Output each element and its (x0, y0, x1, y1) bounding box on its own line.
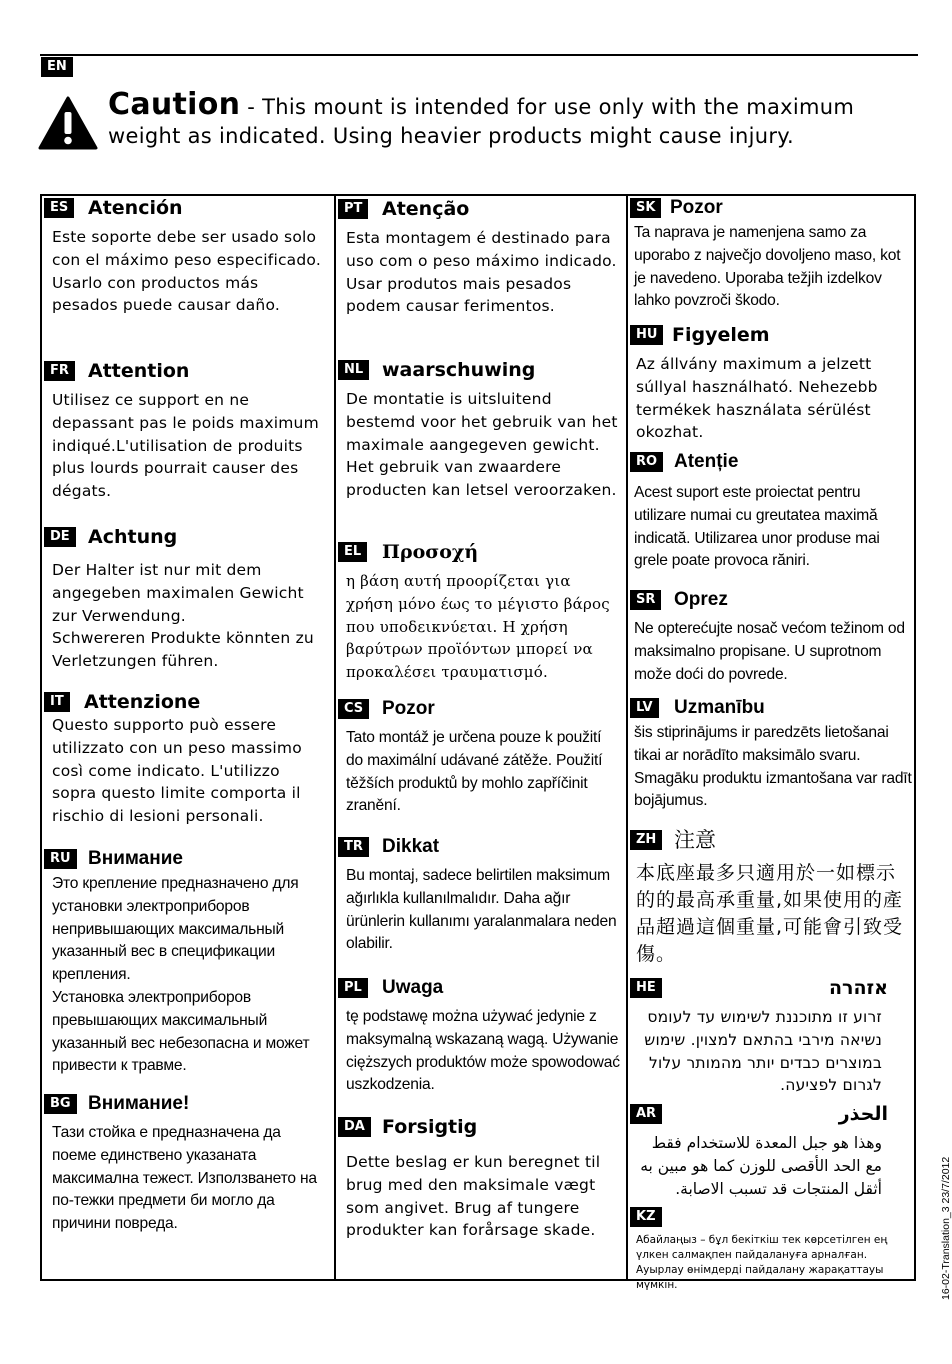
section-title: Oprez (674, 589, 728, 610)
caution-title: Caution (108, 87, 241, 122)
section-text: Абайлаңыз – бұл бекіткіш тек көрсетілген ең үлкен салмақпен пайдалануға арналған. Ауырлау өнімдерді пайдалану жарақаттауы мүмкін. (636, 1234, 888, 1291)
section-bg (42, 1092, 334, 1236)
translations-grid (40, 194, 916, 1291)
section-title: Pozor (382, 698, 435, 719)
section-title: Achtung (88, 526, 178, 548)
section-ar (628, 1102, 918, 1200)
translations-column-1 (42, 196, 334, 1279)
lang-badge: IT (44, 692, 70, 712)
lang-badge: ES (44, 198, 74, 218)
lang-badge: PL (338, 978, 368, 998)
section-title: Pozor (670, 197, 723, 218)
section-text: Это крепление предназначено для установки электроприборов непривышающих максимальный указанный вес в спецификации крепления. Установка электроприборов превышающих максимальный указанный вес небезопасна и может привести к травме. (52, 875, 310, 1075)
section-fr (42, 359, 334, 503)
section-it (42, 690, 334, 828)
section-title: Προσοχή (382, 541, 479, 563)
section-ro (628, 450, 918, 573)
section-title: Atención (88, 197, 183, 219)
lang-badge: PT (338, 199, 368, 219)
section-kz (628, 1205, 918, 1293)
section-text: De montatie is uitsluitend bestemd voor het gebruik van het maximale aangegeven gewicht. Het gebruik van zwaardere producten kan letsel veroorzaken. (346, 390, 618, 500)
section-sk (628, 196, 918, 313)
section-title: Внимание! (88, 1093, 190, 1114)
section-title: Dikkat (382, 836, 440, 857)
section-text: Тази стойка е предназначена да поеме единствено указаната максимална тежест. Използването на по-тежки предмети би могло да причини повреда. (52, 1124, 317, 1233)
section-nl (336, 358, 628, 502)
lang-badge: SK (630, 198, 661, 218)
lang-badge: AR (630, 1104, 662, 1124)
caution-text: - This mount is intended for use only with the maximum weight as indicated. Using heavier products might cause injury. (108, 95, 855, 148)
section-text: Dette beslag er kun beregnet til brug med den maksimale vægt som angivet. Brug af tungere produkter kan forårsage skade. (346, 1153, 601, 1240)
section-title: Atenção (382, 198, 470, 220)
section-title: الحذر (838, 1103, 888, 1125)
lang-badge: BG (44, 1094, 77, 1114)
lang-badge: DA (338, 1117, 371, 1137)
section-el (336, 540, 628, 684)
section-title: waarschuwing (382, 359, 536, 381)
lang-badge: HE (630, 978, 662, 998)
section-title: Uzmanību (674, 697, 765, 718)
section-de (42, 525, 334, 673)
section-title: Uwaga (382, 977, 444, 998)
document-reference: 16-02-Translation_3 23/7/2012 (940, 1156, 952, 1300)
lang-badge: LV (630, 698, 659, 718)
section-sr (628, 588, 918, 686)
section-title: Figyelem (672, 324, 770, 346)
lang-badge: HU (630, 325, 663, 345)
section-tr (336, 835, 628, 956)
section-text: Der Halter ist nur mit dem angegeben maximalen Gewicht zur Verwendung. Schwereren Produkte könnten zu Verletzungen führen. (52, 561, 314, 671)
section-ru (42, 847, 334, 1078)
section-title: אזהרה (829, 977, 888, 999)
section-hu (628, 323, 918, 444)
caution-notice (108, 87, 920, 151)
section-lv (628, 696, 918, 813)
section-title: Atenție (674, 451, 739, 472)
section-pt (336, 197, 628, 318)
translations-column-2 (334, 196, 628, 1279)
lang-badge: CS (338, 699, 369, 719)
section-text: Utilisez ce support en ne depassant pas le poids maximum indiqué.L'utilisation de produits plus lourds pourrait causer des dégats. (52, 391, 319, 501)
lang-badge: ZH (630, 830, 662, 850)
lang-badge-en: EN (41, 57, 73, 77)
top-rule (40, 54, 918, 56)
section-text: Ne opterećujte nosač većom težinom od maksimalno propisane. U suprotnom može doći do povrede. (634, 620, 905, 683)
section-text: šis stiprinājums ir paredzēts lietošanai tikai ar norādīto maksimālo svaru. Smagāku produktu izmantošana var radīt bojājumus. (634, 724, 912, 810)
lang-badge: NL (338, 360, 369, 380)
lang-badge: EL (338, 542, 367, 562)
section-text: Az állvány maximum a jelzett súllyal használható. Nehezebb termékek használata sérülést okozhat. (636, 355, 878, 442)
section-text: זרוע זו מתוכננת לשימוש עד לעומס נשיאה מירבי בהתאם למצוין. שימוש במוצרים כבדים יותר מהמותר עלול לגרום לפציעה. (644, 1008, 882, 1095)
section-da (336, 1115, 628, 1242)
section-text: وهذا هو جبل المعدة للاستخدام فقط مع الحد الأقصى للوزن كما هو مبين به أثقل المنتجات قد تسبب الاصابة. (640, 1134, 882, 1198)
section-text: tę podstawę można używać jedynie z maksymalną wskazaną wagą. Używanie cięższych produktów może spowodować uszkodzenia. (346, 1008, 620, 1094)
section-cs (336, 697, 628, 818)
section-text: Bu montaj, sadece belirtilen maksimum ağırlıkla kullanılmalıdır. Daha ağır ürünlerin kullanımı yaralanmalara neden olabilir. (346, 867, 617, 953)
lang-badge: RO (630, 452, 663, 472)
section-text: Questo supporto può essere utilizzato con un peso massimo così come indicato. L'utilizzo sopra questo limite comporta il rischio di lesioni personali. (52, 716, 302, 826)
section-title: Forsigtig (382, 1116, 478, 1138)
section-title: Внимание (88, 848, 183, 869)
lang-badge: DE (44, 527, 76, 547)
lang-badge: KZ (630, 1207, 662, 1227)
section-text: Este soporte debe ser usado solo con el máximo peso especificado. Usarlo con productos más pesados puede causar daño. (52, 228, 321, 315)
warning-icon (38, 96, 98, 150)
section-title: Attention (88, 360, 190, 382)
section-zh (628, 828, 918, 968)
translations-column-3 (626, 196, 918, 1291)
section-text: Tato montáž je určena pouze k použití do maximální udávané zátěže. Použití těžších produktů by mohlo zapříčinit zranění. (346, 729, 603, 815)
lang-badge: FR (44, 361, 75, 381)
section-title: 注意 (674, 828, 716, 852)
lang-badge: SR (630, 590, 661, 610)
section-he (628, 976, 918, 1097)
section-pl (336, 976, 628, 1097)
section-text: 本底座最多只適用於一如標示的的最高承重量,如果使用的產品超過這個重量,可能會引致受傷。 (636, 862, 904, 965)
section-title: Attenzione (84, 691, 201, 713)
lang-badge: RU (44, 849, 77, 869)
section-text: Ta naprava je namenjena samo za uporabo z največjo dovoljeno maso, kot je navedeno. Uporaba težjih izdelkov lahko povzroči škodo. (634, 224, 901, 310)
section-es (42, 196, 334, 317)
lang-badge: TR (338, 837, 369, 857)
section-text: Esta montagem é destinado para uso com o peso máximo indicado. Usar produtos mais pesados podem causar ferimentos. (346, 229, 617, 316)
section-text: Acest suport este proiectat pentru utilizare numai cu greutatea maximă indicată. Utilizarea unor produse mai grele poate provoca răniri. (634, 484, 880, 570)
section-text: η βάση αυτή προορίζεται για χρήση μόνο έως το μέγιστο βάρος που υποδεικνύεται. Η χρήση βαρύτρων προϊόντων μπορεί να προκαλέσει τραυματισμό. (346, 572, 610, 682)
